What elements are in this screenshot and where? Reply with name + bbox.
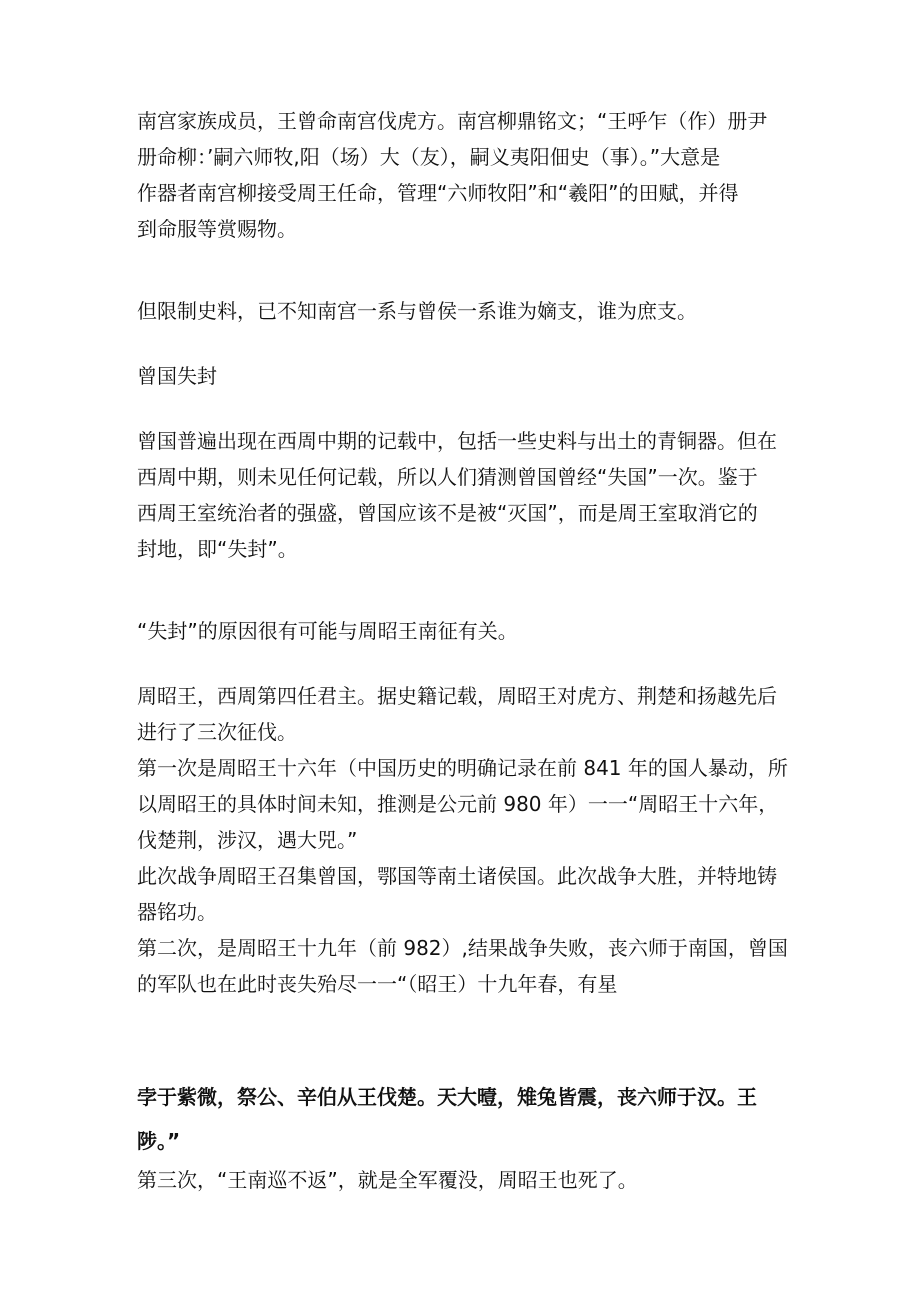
- paragraph-third-campaign: [137, 1162, 787, 1198]
- text-line: 孛于紫微，祭公、辛伯从王伐楚。天大曀，雉兔皆震，丧六师于汉。王: [137, 1085, 757, 1109]
- text-line: 西周王室统治者的强盛，曾国应该不是被“灭国”，而是周王室取消它的: [137, 501, 758, 525]
- text-line: 的军队也在此时丧失殆尽一一“（昭王）十九年春，有星: [137, 972, 618, 996]
- text-line: 西周中期，则未见任何记载，所以人们猜测曾国曾经“失国”一次。鉴于: [137, 465, 758, 489]
- text-line: 作器者南宫柳接受周王任命，管理“六师牧阳”和“羲阳”的田赋，并得: [137, 181, 739, 205]
- text-line: “失封”的原因很有可能与周昭王南征有关。: [137, 619, 518, 643]
- text-line: 第二次，是周昭王十九年（前 982）,结果战争失败，丧六师于南国，曾国: [137, 936, 788, 960]
- text-line: 进行了三次征伐。: [137, 720, 297, 744]
- paragraph-reason: [137, 613, 787, 649]
- text-line: 陟。”: [137, 1129, 181, 1153]
- text-line: 周昭王，西周第四任君主。据史籍记载，周昭王对虎方、荆楚和扬越先后: [137, 684, 777, 708]
- text-line: 以周昭王的具体时间未知，推测是公元前 980 年）一一“周昭王十六年，: [137, 792, 779, 816]
- text-line: 此次战争周昭王召集曾国，鄂国等南土诸侯国。此次战争大胜，并特地铸: [137, 864, 777, 888]
- text-line: 曾国普遍出现在西周中期的记载中，包括一些史料与出土的青铜器。但在: [137, 429, 777, 453]
- text-line: 器铭功。: [137, 900, 217, 924]
- paragraph-bold-quote: [137, 1075, 787, 1163]
- text-line: 到命服等赏赐物。: [137, 217, 297, 241]
- paragraph-king-zhao: [137, 678, 787, 1002]
- section-title: 曾国失封: [137, 364, 217, 388]
- paragraph-limited-sources: [137, 293, 787, 329]
- section-heading: [137, 358, 787, 394]
- paragraph-nangong-clan: [137, 103, 787, 247]
- text-line: 第三次，“王南巡不返”，就是全军覆没，周昭王也死了。: [137, 1168, 638, 1192]
- paragraph-zeng-lost-fief: [137, 423, 787, 567]
- text-line: 南宫家族成员，王曾命南宫伐虎方。南宫柳鼎铭文；“王呼乍（作）册尹: [137, 109, 768, 133]
- text-line: 但限制史料，已不知南宫一系与曾侯一系谁为嫡支，谁为庶支。: [137, 299, 697, 323]
- text-line: 伐楚荆，涉汉，遇大兕。”: [137, 828, 358, 852]
- text-line: 第一次是周昭王十六年（中国历史的明确记录在前 841 年的国人暴动，所: [137, 756, 788, 780]
- text-line: 册命柳：’嗣六师牧,阳（场）大（友），嗣义夷阳佃史（事）。”大意是: [137, 145, 721, 169]
- text-line: 封地，即“失封”。: [137, 537, 298, 561]
